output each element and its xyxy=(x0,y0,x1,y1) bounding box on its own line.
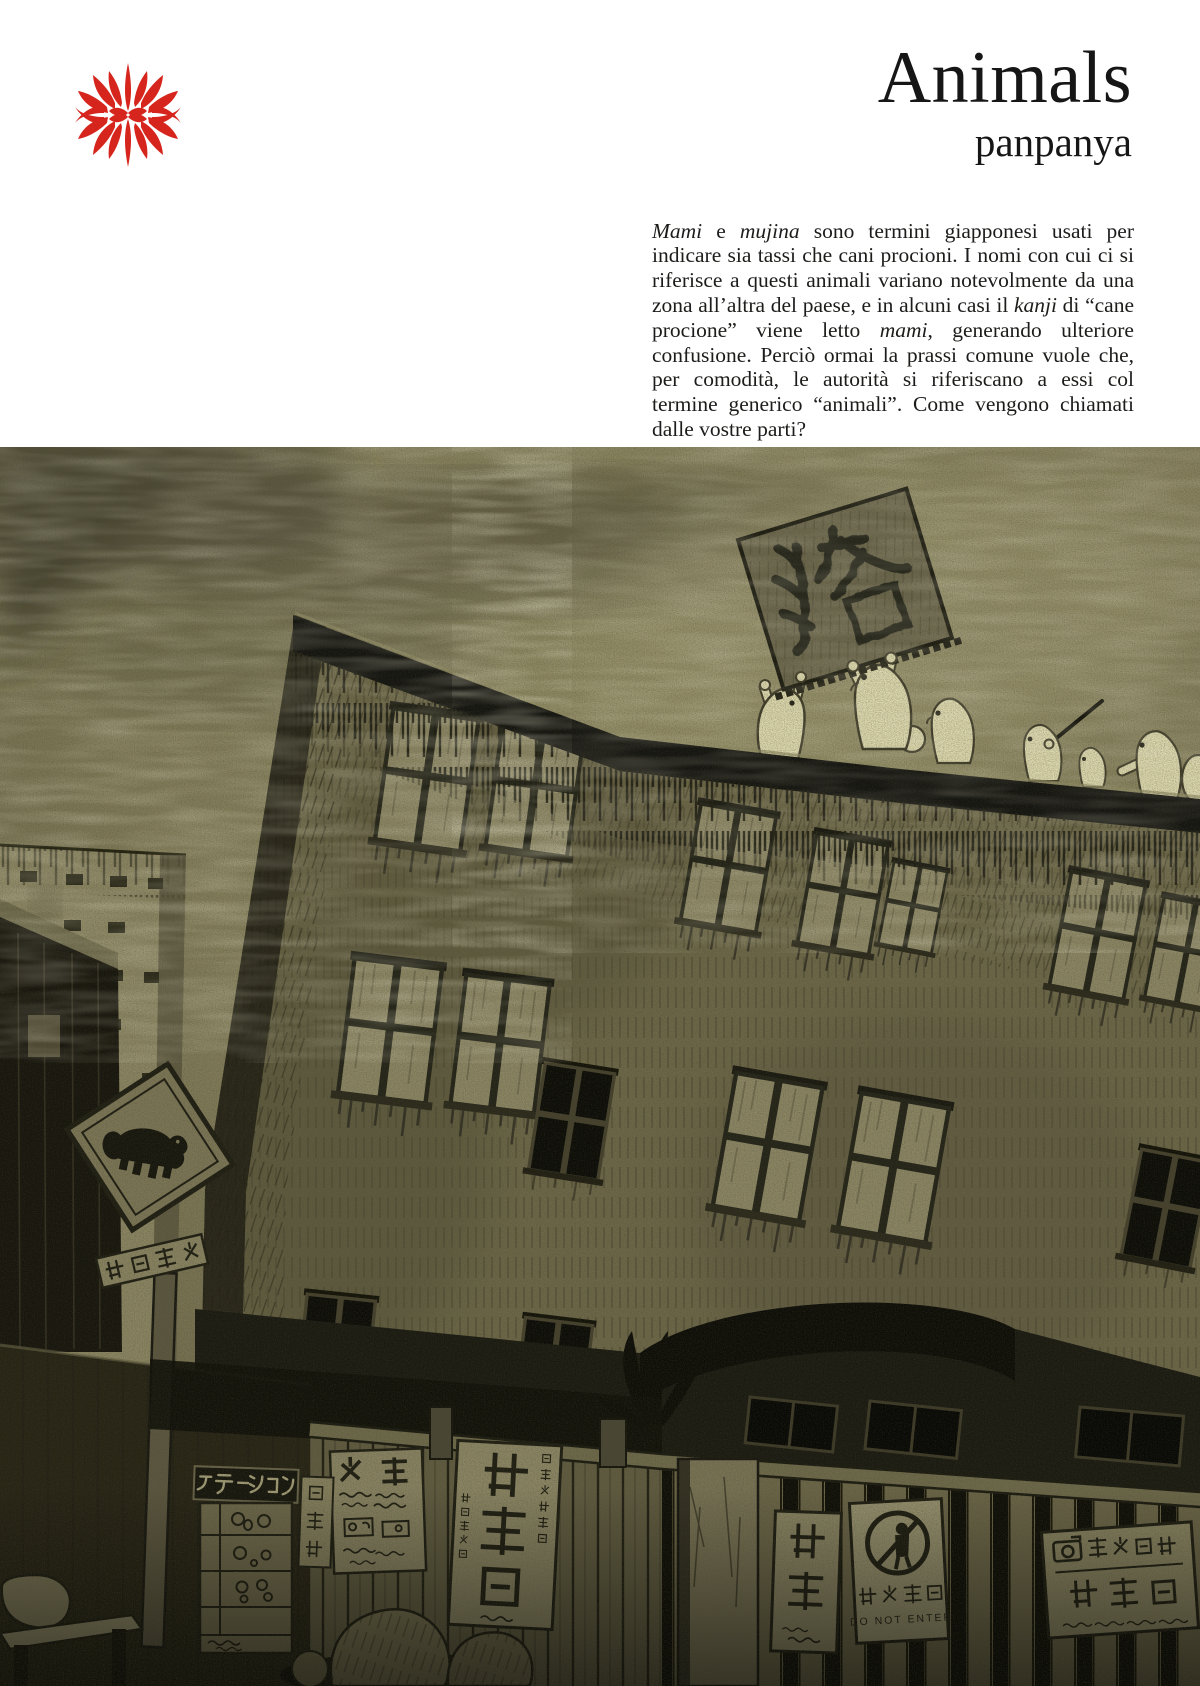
cover-illustration xyxy=(0,447,1200,1686)
intro-segment: di “cane procione” viene letto xyxy=(652,292,1134,342)
intro-segment: mujina xyxy=(739,218,800,243)
intro-segment: e xyxy=(702,218,740,243)
author-name: panpanya xyxy=(974,118,1132,165)
intro-paragraph xyxy=(652,219,1134,442)
intro-segment: Mami xyxy=(652,218,703,243)
intro-segment: , generando ulteriore confusione. Perciò ormai la prassi comune vuole che, per comodità, le autorità si riferiscano a essi col termine generico “animali”. Come vengono chiamati dalle vostre parti? xyxy=(652,317,1134,442)
intro-segment: kanji xyxy=(1014,292,1058,317)
intro-segment: mami xyxy=(879,317,928,342)
publisher-logo-icon xyxy=(72,58,184,170)
texture-overlay xyxy=(0,447,1200,1686)
intro-segment: sono termini giapponesi usati per indicare sia tassi che cani procioni. I nomi con cui ci si riferisce a questi animali variano notevolmente da una zona all’altra del paese, e in alcuni casi il xyxy=(652,218,1135,317)
page-title: Animals xyxy=(877,37,1132,119)
